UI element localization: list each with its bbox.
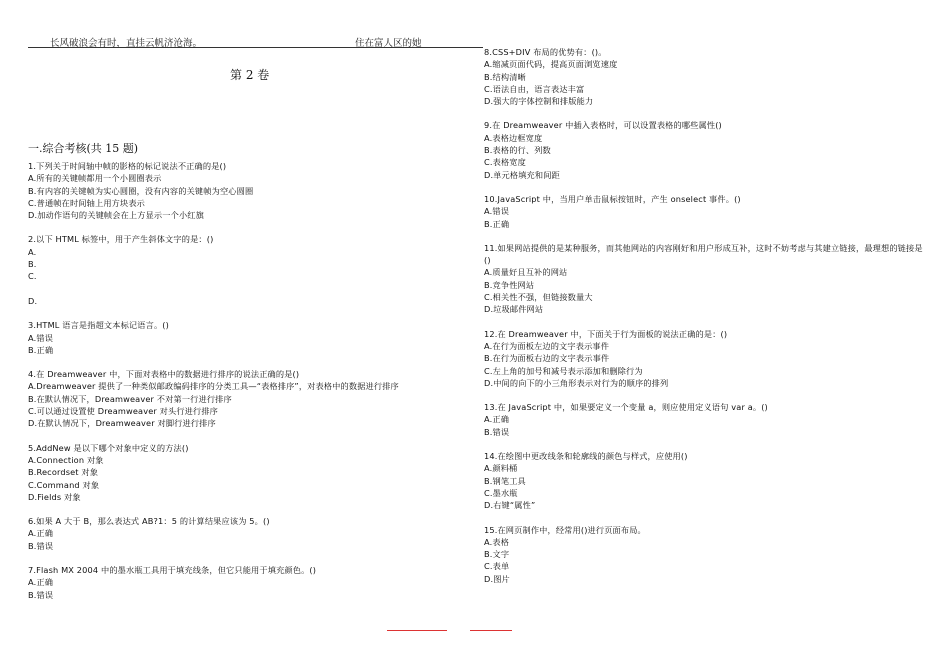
option-a: A.所有的关键帧都用一个小圆圈表示: [28, 173, 162, 184]
option-b: B.正确: [28, 344, 54, 355]
question-15: [484, 524, 924, 585]
volume-title: 第 2 卷: [230, 68, 270, 82]
footer-rule-left: [387, 630, 447, 631]
option-d: D.垃圾邮件网站: [484, 304, 544, 315]
question-stem: 8.CSS+DIV 布局的优势有：()。: [484, 47, 607, 57]
question-14: [484, 450, 924, 511]
question-stem: 3.HTML 语言是指超文本标记语言。(): [28, 320, 169, 331]
option-a: A.表格边框宽度: [484, 132, 543, 143]
question-4: [28, 368, 473, 429]
option-c: C.普通帧在时间轴上用方块表示: [28, 197, 146, 208]
option-b: B.钢笔工具: [484, 475, 526, 486]
option-b: B.表格的行、列数: [484, 145, 551, 156]
option-d: D.单元格填充和间距: [484, 169, 560, 180]
option-b: B.错误: [484, 426, 510, 437]
option-a: A.错误: [484, 206, 510, 217]
question-5: [28, 442, 473, 503]
question-7: [28, 564, 473, 601]
question-stem: 13.在 JavaScript 中，如果要定义一个变量 a，则应使用定义语句 var a。(): [484, 402, 768, 413]
question-9: [484, 119, 924, 180]
option-b: B.在默认情况下，Dreamweaver 不对第一行进行排序: [28, 393, 232, 404]
question-stem: 6.如果 A 大于 B，那么表达式 AB?1：5 的计算结果应该为 5。(): [28, 516, 270, 527]
option-d: D.右键“属性”: [484, 500, 536, 511]
question-12: [484, 328, 924, 389]
right-column: [484, 46, 924, 597]
option-a: A.Connection 对象: [28, 454, 104, 465]
question-2: [28, 233, 473, 307]
option-a: A.: [28, 246, 37, 257]
option-d: D.: [28, 295, 38, 306]
option-c: C.相关性不强，但链接数量大: [484, 292, 593, 303]
question-6: [28, 515, 473, 552]
question-stem: 12.在 Dreamweaver 中，下面关于行为面板的说法正确的是：(): [484, 328, 728, 339]
header-motto: 长风破浪会有时，直挂云帆济沧海。: [50, 38, 203, 49]
option-c: C.左上角的加号和减号表示添加和删除行为: [484, 365, 643, 376]
question-stem: 2.以下 HTML 标签中，用于产生斜体文字的是：(): [28, 234, 214, 245]
question-stem: 15.在网页制作中，经常用()进行页面布局。: [484, 524, 646, 535]
option-d: D.中间的向下的小三角形表示对行为的顺序的排列: [484, 377, 669, 388]
question-11: [484, 242, 924, 316]
option-a: A.错误: [28, 332, 54, 343]
option-d: D.加动作语句的关键帧会在上方显示一个小红旗: [28, 210, 204, 221]
option-b: B.错误: [28, 589, 54, 600]
option-spacer: [28, 283, 473, 295]
option-b: B.: [28, 259, 37, 270]
option-a: A.质量好且互补的网站: [484, 267, 568, 278]
option-a: A.缩减页面代码，提高页面浏览速度: [484, 59, 618, 70]
option-b: B.文字: [484, 549, 510, 560]
option-d: D.强大的字体控制和排版能力: [484, 96, 594, 107]
question-stem: 5.AddNew 是以下哪个对象中定义的方法(): [28, 442, 189, 453]
option-c: C.: [28, 271, 37, 282]
option-a: A.Dreamweaver 提供了一种类似邮政编码排序的分类工具—“表格排序”，对表格中的数据进行排序: [28, 381, 399, 392]
option-c: C.表单: [484, 561, 510, 572]
question-1: [28, 160, 473, 221]
option-b: B.错误: [28, 540, 54, 551]
question-13: [484, 401, 924, 438]
option-a: A.在行为面板左边的文字表示事件: [484, 340, 610, 351]
question-stem: 10.JavaScript 中，当用户单击鼠标按钮时，产生 onselect 事件。(): [484, 193, 741, 204]
option-a: A.正确: [28, 528, 54, 539]
option-c: C.墨水瓶: [484, 487, 518, 498]
question-stem: 11.如果网站提供的是某种服务，而其他网站的内容刚好和用户形成互补，这时不妨考虑与其建立链接，最理想的链接是(): [484, 242, 923, 266]
question-8: [484, 46, 924, 107]
question-stem: 9.在 Dreamweaver 中插入表格时，可以设置表格的哪些属性(): [484, 120, 722, 131]
option-a: A.正确: [28, 577, 54, 588]
question-10: [484, 193, 924, 230]
option-c: C.语法自由，语言表达丰富: [484, 83, 585, 94]
option-d: D.Fields 对象: [28, 491, 81, 502]
question-stem: 7.Flash MX 2004 中的墨水瓶工具用于填充线条，但它只能用于填充颜色。(): [28, 565, 317, 576]
left-column: [28, 160, 473, 613]
footer-rule-right: [470, 630, 512, 631]
option-c: C.可以通过设置使 Dreamweaver 对头行进行排序: [28, 406, 219, 417]
section-title: 一.综合考核(共 15 题): [28, 142, 139, 155]
question-stem: 14.在绘图中更改线条和轮廓线的颜色与样式，应使用(): [484, 451, 688, 462]
option-b: B.结构清晰: [484, 71, 526, 82]
option-d: D.图片: [484, 573, 510, 584]
option-a: A.表格: [484, 536, 510, 547]
option-b: B.Recordset 对象: [28, 467, 99, 478]
question-3: [28, 319, 473, 356]
option-b: B.在行为面板右边的文字表示事件: [484, 353, 610, 364]
option-b: B.正确: [484, 218, 510, 229]
header-author: 住在富人区的她: [355, 38, 422, 49]
option-d: D.在默认情况下，Dreamweaver 对脚行进行排序: [28, 418, 216, 429]
option-c: C.Command 对象: [28, 479, 100, 490]
option-c: C.表格宽度: [484, 157, 526, 168]
header-divider: [28, 47, 483, 48]
question-stem: 4.在 Dreamweaver 中，下面对表格中的数据进行排序的说法正确的是(): [28, 369, 300, 380]
option-a: A.正确: [484, 414, 510, 425]
option-a: A.颜料桶: [484, 463, 518, 474]
option-b: B.有内容的关键帧为实心圆圈，没有内容的关键帧为空心圆圈: [28, 185, 254, 196]
question-stem: 1.下列关于时间轴中帧的影格的标记说法不正确的是(): [28, 161, 227, 171]
option-b: B.竞争性网站: [484, 279, 535, 290]
